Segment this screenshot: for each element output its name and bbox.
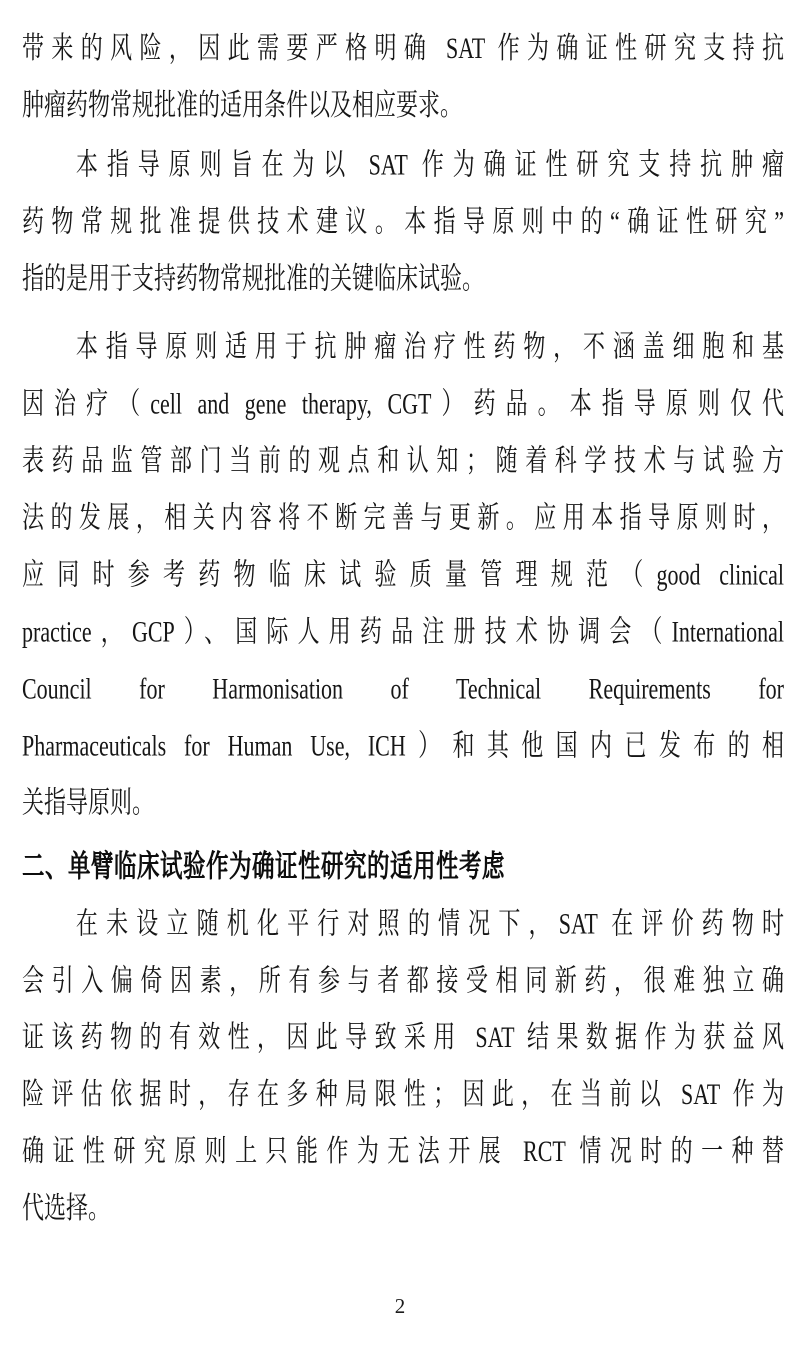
text-line: 法的发展，相关内容将不断完善与更新。应用本指导原则时， <box>22 500 784 535</box>
text-line: 关指导原则。 <box>22 785 155 820</box>
paragraph-purpose <box>22 137 784 308</box>
text-line: 肿瘤药物常规批准的适用条件以及相应要求。 <box>22 87 463 122</box>
text-line: 代选择。 <box>22 1191 111 1226</box>
text-line: 药物常规批准提供技术建议。本指导原则中的“确证性研究” <box>22 204 784 239</box>
text-line: 因治疗（cell and gene therapy, CGT）药品。本指导原则仅代 <box>22 386 784 421</box>
text-line: 本指导原则旨在为以 SAT 作为确证性研究支持抗肿瘤 <box>75 147 784 182</box>
text-line: practice，GCP）、国际人用药品注册技术协调会（International <box>22 614 784 649</box>
page-number: 2 <box>394 1294 406 1318</box>
text-line: 带来的风险，因此需要严格明确 SAT 作为确证性研究支持抗 <box>22 30 784 65</box>
document-body <box>22 20 784 1237</box>
section-2-heading: 二、单臂临床试验作为确证性研究的适用性考虑 <box>22 849 506 884</box>
text-line: 指的是用于支持药物常规批准的关键临床试验。 <box>22 261 485 296</box>
paragraph-scope <box>22 319 784 832</box>
text-line: Pharmaceuticals for Human Use, ICH）和其他国内已发布的相 <box>22 728 784 763</box>
text-line: 会引入偏倚因素，所有参与者都接受相同新药，很难独立确 <box>22 963 784 998</box>
text-line: 本指导原则适用于抗肿瘤治疗性药物，不涵盖细胞和基 <box>75 329 784 364</box>
text-line: Council for Harmonisation of Technical Requirements for <box>22 671 784 706</box>
text-line: 表药品监管部门当前的观点和认知；随着科学技术与试验方 <box>22 443 784 478</box>
text-line: 确证性研究原则上只能作为无法开展 RCT 情况时的一种替 <box>22 1134 784 1169</box>
text-line: 证该药物的有效性，因此导致采用 SAT 结果数据作为获益风 <box>22 1020 784 1055</box>
paragraph-risk-continuation <box>22 20 784 134</box>
text-line: 应同时参考药物临床试验质量管理规范（good clinical <box>22 557 784 592</box>
paragraph-applicability <box>22 895 784 1237</box>
text-line: 险评估依据时，存在多种局限性；因此，在当前以 SAT 作为 <box>22 1077 784 1112</box>
text-line: 在未设立随机化平行对照的情况下，SAT 在评价药物时 <box>75 906 784 941</box>
